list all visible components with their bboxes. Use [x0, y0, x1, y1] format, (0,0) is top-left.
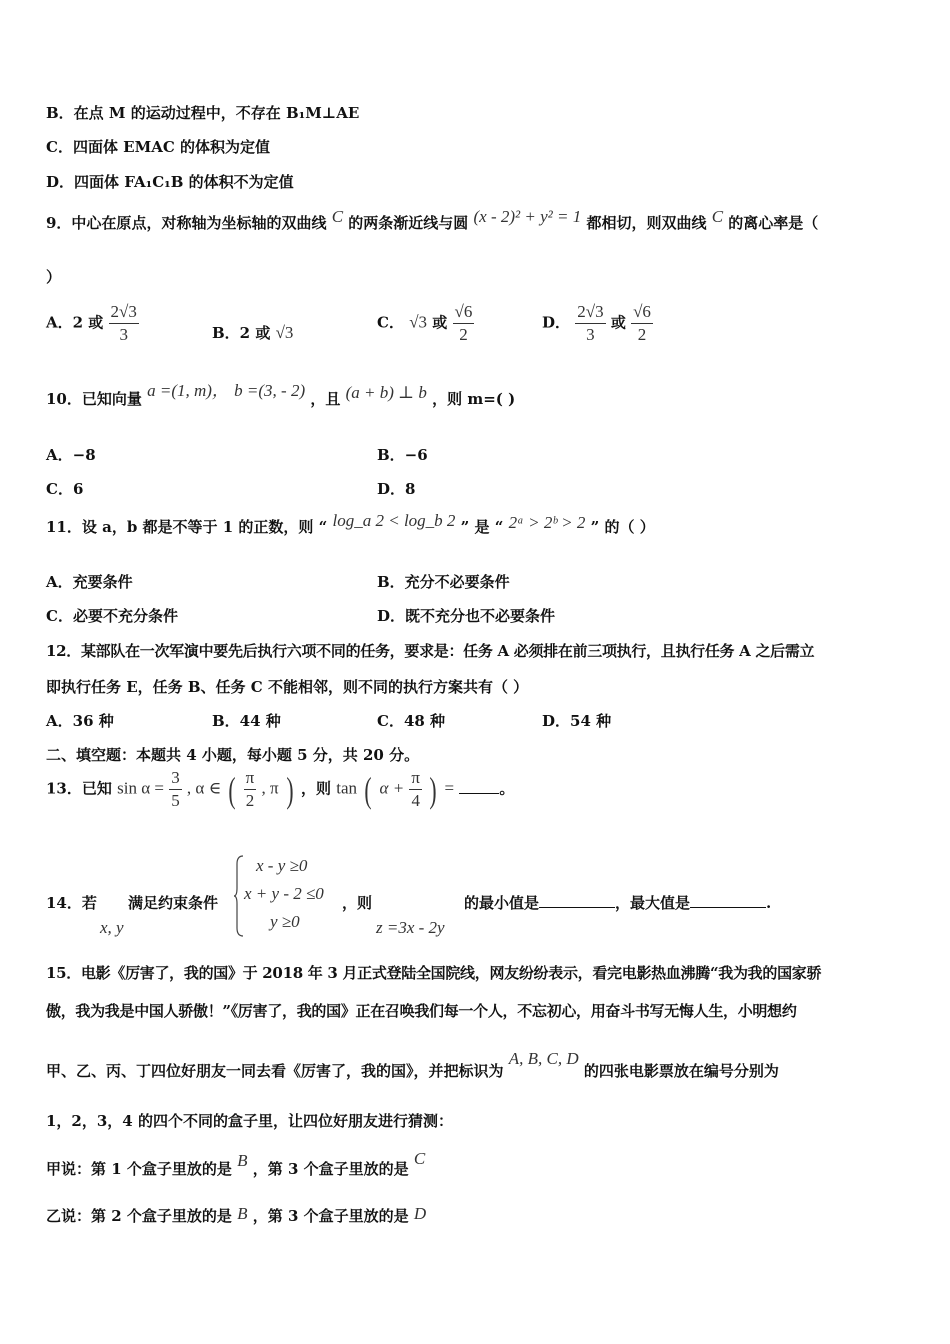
q10-prefix: 10．已知向量 [46, 390, 142, 408]
q9-option-d-fraction-2 [631, 302, 653, 345]
q14-constraint-label: 满足约束条件 [128, 894, 219, 912]
q9-option-c-label: C． [377, 313, 404, 332]
q15-line-2: 傲，我为我是中国人骄傲！”《厉害了，我的国》正在召唤我们每一个人，不忘初心，用奋斗书写无悔人生，小明想约 [46, 1002, 797, 1020]
q13-end: 。 [499, 779, 515, 798]
left-paren: ( [364, 769, 372, 810]
q9-end: 的离心率是（ [728, 214, 819, 232]
q11-log-inequality: log_a 2 < log_b 2 [332, 511, 456, 530]
q13-prefix: 13．已知 [46, 779, 112, 798]
q15-line-3 [46, 1049, 779, 1081]
q15-yi-value-2: D [413, 1204, 427, 1223]
q11-prefix: 11．设 a，b 都是不等于 1 的正数，则 “ [46, 518, 328, 536]
q12-option-d: D．54 种 [542, 712, 612, 730]
q10-option-b: B．−6 [377, 446, 428, 464]
q11-mid: ” 是 “ [460, 518, 504, 536]
q10-option-c: C．6 [46, 480, 84, 498]
fraction-numerator: 3 [169, 768, 182, 790]
q15-line-1: 15．电影《厉害了，我的国》于 2018 年 3 月正式登陆全国院线，网友纷纷表示，看完电影热血沸腾“我为我的国家骄 [46, 964, 822, 982]
q9-option-a [46, 302, 139, 345]
q13-stem [46, 768, 514, 811]
q15-line-4: 1，2，3，4 的四个不同的盒子里，让四位好朋友进行猜测： [46, 1112, 453, 1130]
q11-stem [46, 511, 655, 537]
q14-answers [464, 892, 771, 913]
q9-close-paren: ） [46, 268, 62, 286]
fraction-numerator: √6 [453, 302, 475, 324]
q14-prefix: 14．若 [46, 894, 97, 912]
q10-vector-b: b =(3, - 2) [234, 381, 306, 400]
q14-min-label: 的最小值是 [464, 894, 540, 912]
q9-option-c [377, 302, 474, 345]
fraction-denominator: 3 [586, 325, 595, 344]
q10-option-d: D．8 [377, 480, 416, 498]
q13-mid: ，则 [301, 779, 332, 798]
q15-yi-part-1: 乙说：第 2 个盒子里放的是 [46, 1207, 232, 1225]
q15-yi-part-2: ，第 3 个盒子里放的是 [252, 1207, 409, 1225]
q11-option-b: B．充分不必要条件 [377, 573, 510, 591]
q8-option-d: D．四面体 FA₁C₁B 的体积不为定值 [46, 173, 294, 191]
q14-end: . [766, 894, 772, 912]
q10-vector-a: a =(1, m)， [147, 381, 229, 400]
q13-tan: tan [336, 778, 358, 798]
fraction-numerator: π [244, 768, 257, 790]
q10-option-a: A．−8 [46, 446, 96, 464]
q14-vars: x, y [100, 918, 124, 937]
q11-power-inequality: 2ᵃ > 2ᵇ > 2 [508, 513, 586, 532]
q15-jia-guess [46, 1149, 426, 1179]
q14-min-blank[interactable] [539, 907, 615, 908]
q9-option-a-label: A．2 或 [46, 313, 104, 332]
q15-jia-value-1: B [237, 1151, 248, 1170]
q12-option-a: A．36 种 [46, 712, 114, 730]
q10-stem [46, 381, 516, 409]
q15-line-3a: 甲、乙、丙、丁四位好朋友一同去看《厉害了，我的国》，并把标识为 [46, 1062, 504, 1080]
sqrt-3: √3 [409, 312, 428, 332]
q8-option-c: C．四面体 EMAC 的体积为定值 [46, 138, 270, 156]
q9-option-a-fraction [109, 302, 139, 345]
fraction-numerator: 2√3 [109, 302, 139, 324]
fraction-denominator: 2 [459, 325, 468, 344]
left-paren: ( [228, 769, 237, 810]
fraction-numerator: √6 [631, 302, 653, 324]
q14-objective: z =3x - 2y [376, 918, 445, 937]
q9-prefix: 9．中心在原点，对称轴为坐标轴的双曲线 [46, 214, 327, 232]
q14-constraint-2: x + y - 2 ≤0 [244, 884, 324, 903]
fraction-denominator: 2 [245, 791, 255, 810]
q9-option-d-label: D． [542, 313, 571, 332]
fraction-numerator: π [409, 768, 422, 790]
section-2-heading: 二、填空题：本题共 4 小题，每小题 5 分，共 20 分。 [46, 746, 420, 764]
q11-option-d: D．既不充分也不必要条件 [377, 607, 556, 625]
q15-yi-guess [46, 1205, 426, 1226]
q15-jia-value-2: C [413, 1149, 426, 1168]
q10-suffix: ，则 m=( ) [432, 390, 516, 408]
fraction-denominator: 2 [637, 325, 647, 344]
q13-alpha-in: , α ∈ [186, 778, 222, 798]
fraction-denominator: 3 [119, 325, 128, 344]
q9-suffix: 都相切，则双曲线 [586, 214, 707, 232]
q14-then: ，则 [342, 894, 373, 912]
fraction-denominator: 4 [411, 791, 420, 810]
q9-option-c-fraction [453, 302, 475, 345]
q13-equals: = [444, 778, 455, 798]
q13-comma-pi: , π [261, 778, 279, 798]
q13-fraction-pi-2 [244, 768, 257, 811]
sqrt-3: √3 [275, 323, 294, 342]
q10-condition: (a + b) ⊥ b [345, 383, 427, 402]
q11-option-c: C．必要不充分条件 [46, 607, 178, 625]
q9-circle-equation: (x - 2)² + y² = 1 [473, 207, 582, 226]
q13-sin-alpha: sin α = [117, 778, 164, 798]
q12-line-1: 12．某部队在一次军演中要先后执行六项不同的任务，要求是：任务 A 必须排在前三项执行，且执行任务 A 之后需立 [46, 642, 815, 660]
q14-constraint-3: y ≥0 [270, 912, 300, 931]
q9-stem [46, 207, 819, 233]
right-paren: ) [429, 769, 437, 810]
q13-alpha-plus: α + [379, 778, 405, 798]
q12-line-2: 即执行任务 E，任务 B、任务 C 不能相邻，则不同的执行方案共有（ ） [46, 678, 529, 696]
q9-option-d-fraction-1 [575, 302, 605, 345]
q9-symbol-c-2: C [711, 207, 724, 226]
or-word: 或 [432, 313, 448, 332]
q15-line-3b: 的四张电影票放在编号分别为 [583, 1062, 779, 1080]
or-word: 或 [610, 313, 626, 332]
q15-ticket-labels: A, B, C, D [508, 1049, 579, 1068]
q14-max-blank[interactable] [690, 907, 766, 908]
q8-option-b: B．在点 M 的运动过程中，不存在 B₁M⊥AE [46, 104, 360, 122]
q14-max-label: ，最大值是 [615, 894, 691, 912]
q11-option-a: A．充要条件 [46, 573, 133, 591]
q9-option-d [542, 302, 653, 345]
q11-suffix: ” 的（ ） [590, 518, 655, 536]
q13-fraction-3-5 [169, 768, 182, 811]
q15-yi-value-1: B [237, 1204, 248, 1223]
q10-mid: ，且 [310, 390, 341, 408]
q15-jia-part-1: 甲说：第 1 个盒子里放的是 [46, 1160, 232, 1178]
q14-constraint-1: x - y ≥0 [256, 856, 308, 875]
fraction-denominator: 5 [171, 791, 180, 810]
q12-option-b: B．44 种 [212, 712, 281, 730]
q9-symbol-c: C [331, 207, 344, 226]
q15-jia-part-2: ，第 3 个盒子里放的是 [252, 1160, 409, 1178]
q12-option-c: C．48 种 [377, 712, 446, 730]
q9-option-b-label: B．2 或 [212, 324, 271, 342]
q13-answer-blank[interactable] [459, 793, 499, 794]
right-paren: ) [286, 769, 294, 810]
q13-fraction-pi-4 [409, 768, 422, 811]
q9-mid: 的两条渐近线与圆 [348, 214, 469, 232]
fraction-numerator: 2√3 [575, 302, 605, 324]
q9-option-b [212, 322, 293, 343]
